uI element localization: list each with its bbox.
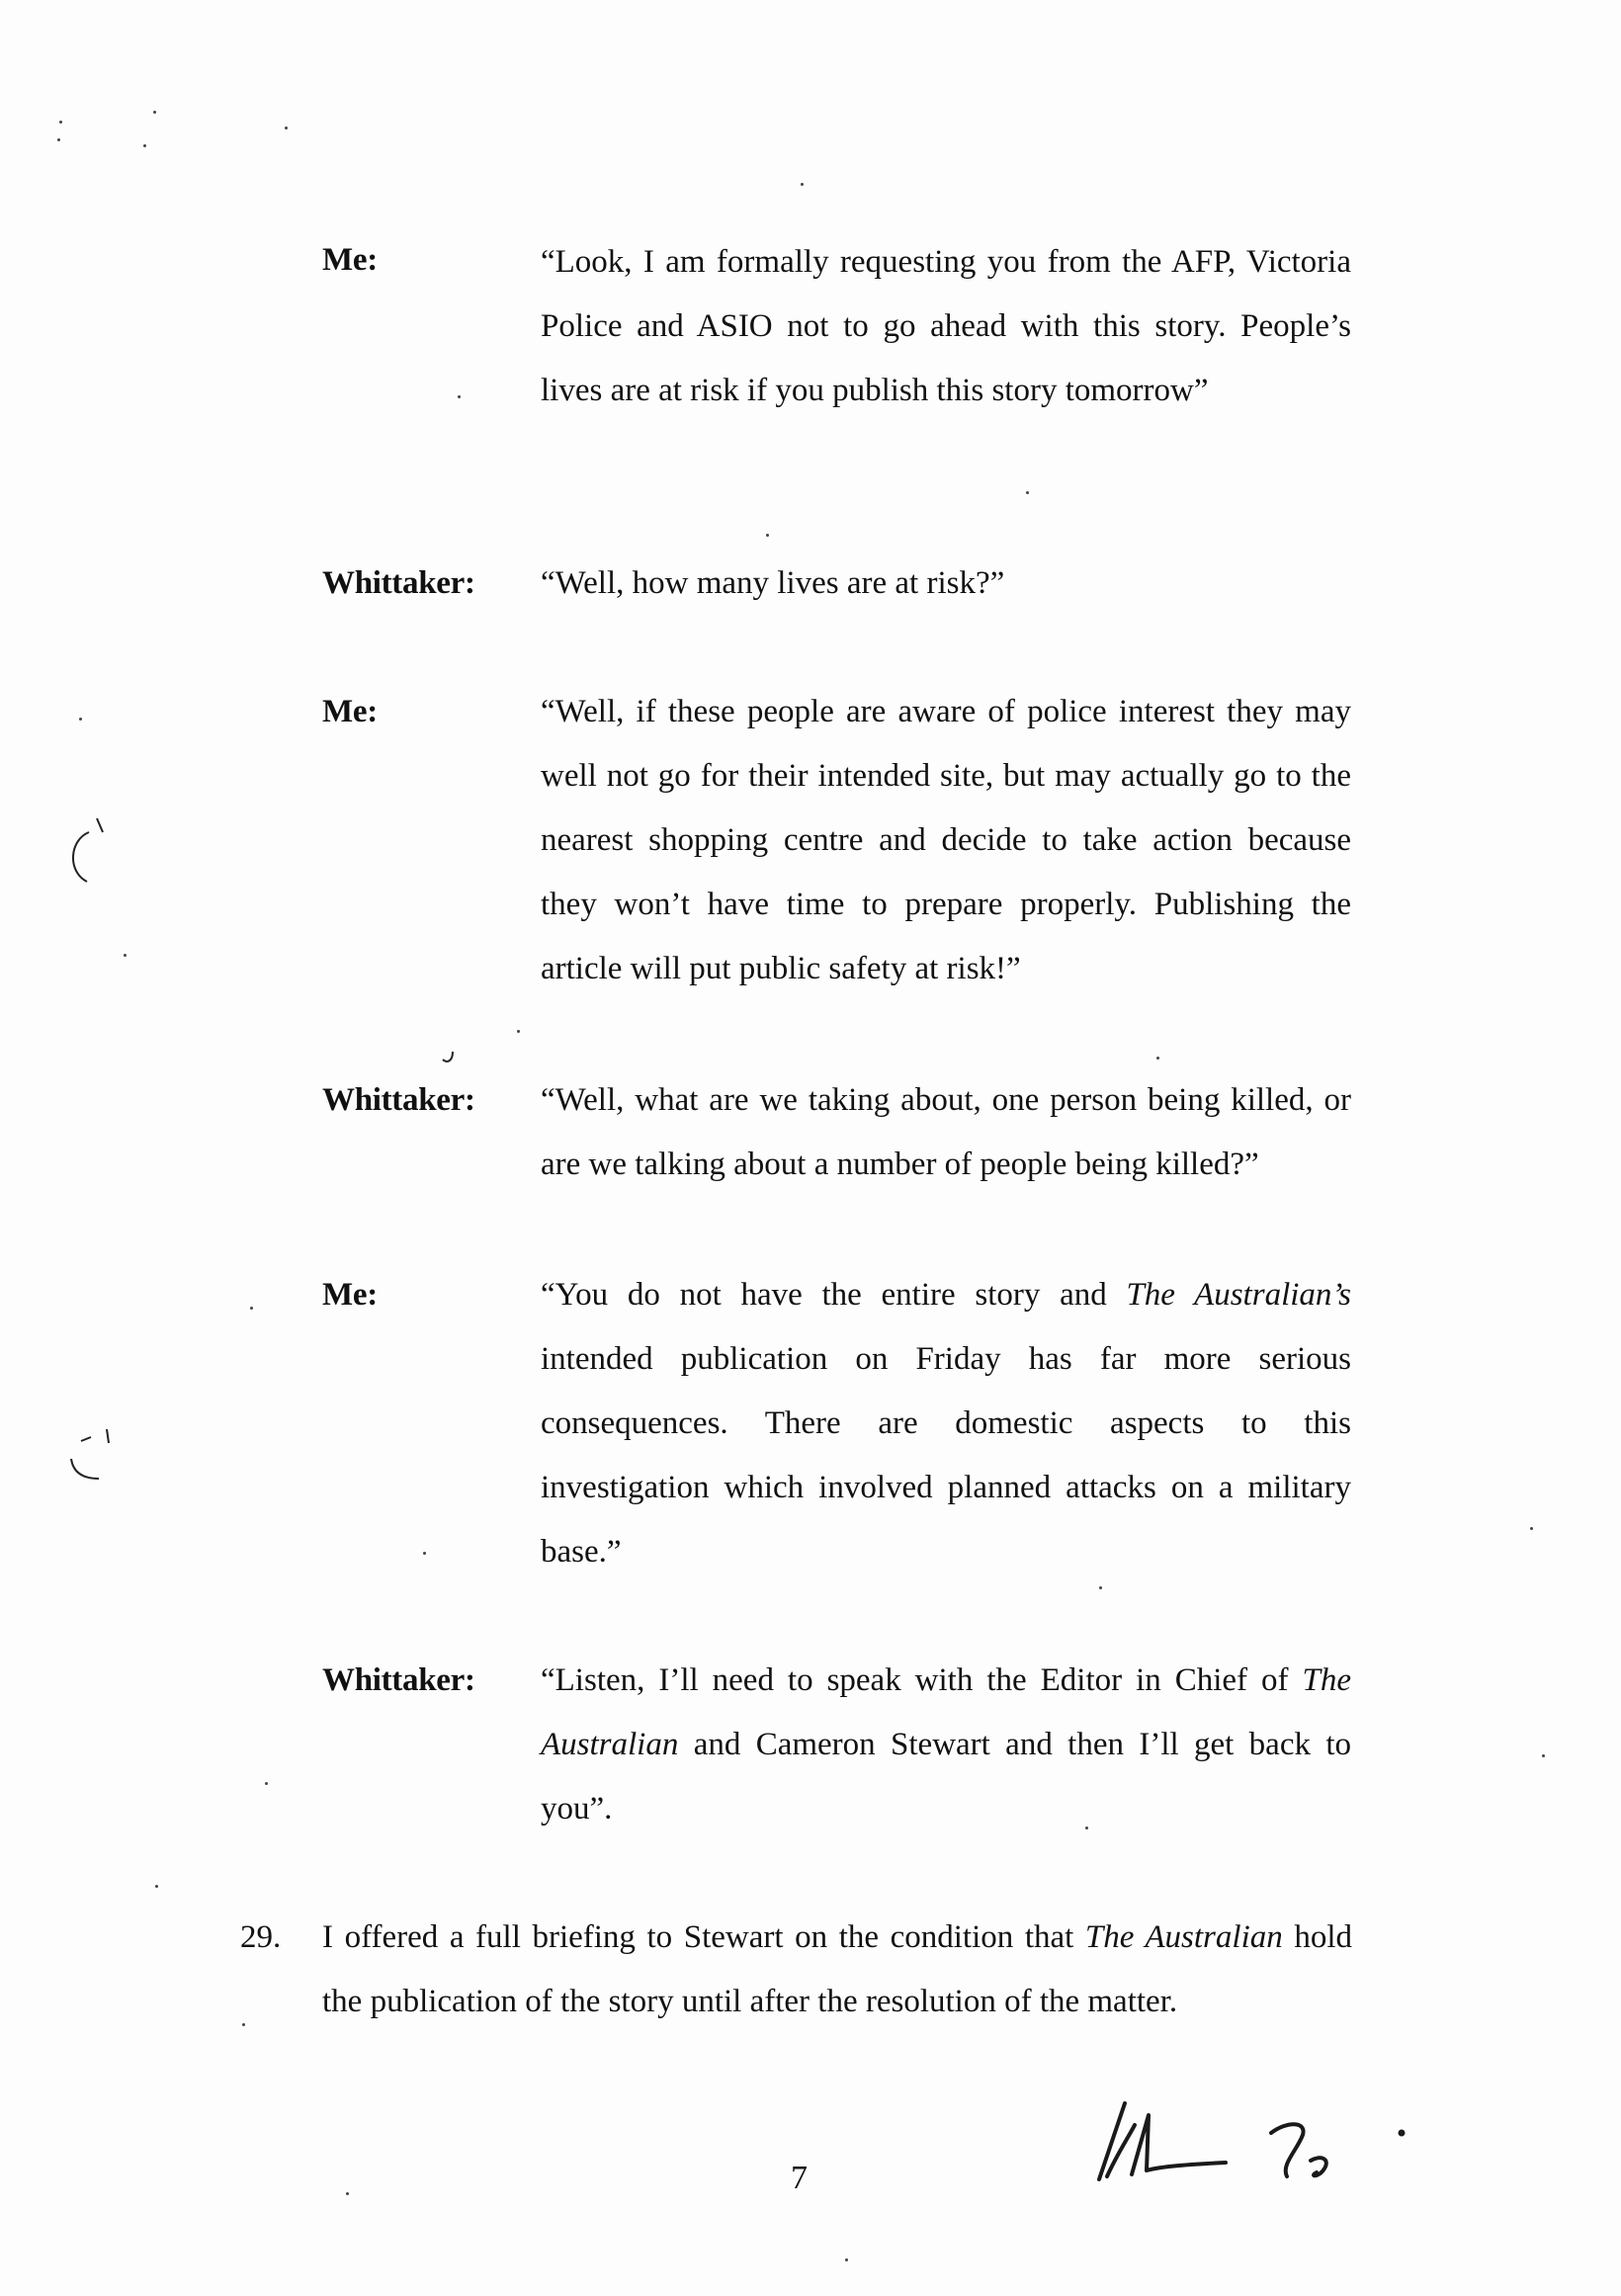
speech-text — [541, 552, 1351, 616]
scan-speck — [124, 954, 127, 957]
speech-fragment: and Cameron Stewart and then I’ll get back to you”. — [541, 1727, 1351, 1827]
speech-paragraph: “Well, how many lives are at risk?” — [541, 565, 1005, 601]
speech-paragraph — [541, 1649, 1351, 1841]
speech-paragraph: “Look, I am formally requesting you from the AFP, Victoria Police and ASIO not to go ahead with this story. People’s lives are at risk if you publish this story tomorrow” — [541, 244, 1351, 408]
margin-mark-icon — [59, 1423, 119, 1492]
speech-fragment: intended publication on Friday has far more serious consequences. There are domestic aspects to this investigation which involved planned attacks on a military base.” — [541, 1341, 1351, 1570]
scan-speck — [265, 1782, 268, 1785]
paragraph-number: 29. — [240, 1919, 282, 1955]
scan-speck — [1530, 1527, 1533, 1530]
speech-text — [541, 1068, 1351, 1197]
speech-paragraph: “Well, if these people are aware of police interest they may well not go for their intended site, but may actually go to the nearest shopping centre and decide to take action because they won’t have time to prepare properly. Publishing the article will put public safety at risk!” — [541, 694, 1351, 986]
speech-text — [541, 230, 1351, 423]
page-number: 7 — [791, 2160, 808, 2196]
scan-speck — [57, 138, 60, 141]
scan-speck — [517, 1030, 520, 1033]
scan-speck — [766, 534, 769, 537]
paragraph-fragment: I offered a full briefing to Stewart on the condition that — [322, 1919, 1085, 1955]
scan-speck — [423, 1552, 426, 1555]
scan-speck — [801, 183, 804, 186]
scan-speck — [143, 144, 146, 147]
speech-fragment: “You do not have the entire story and — [541, 1277, 1127, 1313]
speaker-label: Me: — [322, 242, 378, 278]
speaker-label: Whittaker: — [322, 1662, 475, 1698]
publication-title: The Australian’s — [1126, 1277, 1351, 1313]
scan-speck — [59, 121, 62, 124]
speaker-label: Me: — [322, 694, 378, 729]
handwritten-initials-signature-icon — [1077, 2085, 1433, 2194]
scan-speck — [1156, 1057, 1159, 1060]
scan-speck — [1026, 491, 1029, 494]
publication-title: The Australian — [541, 1662, 1351, 1762]
scan-speck — [1099, 1586, 1102, 1589]
scan-speck — [285, 127, 288, 129]
margin-mark-icon — [59, 810, 109, 890]
speech-text — [541, 680, 1351, 1001]
paragraph-body — [322, 1906, 1352, 2034]
speech-paragraph: “Well, what are we taking about, one person being killed, or are we talking about a number of people being killed?” — [541, 1082, 1351, 1182]
scan-speck — [346, 2192, 349, 2195]
speech-fragment: “Listen, I’ll need to speak with the Editor in Chief of — [541, 1662, 1303, 1698]
scan-speck — [242, 2023, 245, 2026]
speaker-label: Whittaker: — [322, 565, 475, 601]
speaker-label: Me: — [322, 1277, 378, 1313]
scan-speck — [845, 2258, 848, 2261]
scan-speck — [250, 1307, 253, 1310]
scan-speck — [1542, 1754, 1545, 1757]
scan-speck — [153, 111, 156, 114]
scan-speck — [1085, 1827, 1088, 1829]
speech-text — [541, 1263, 1351, 1584]
scan-speck — [79, 718, 82, 721]
paragraph-fragment: hold the publication of the story until after the resolution of the matter. — [322, 1919, 1352, 2019]
scan-speck — [458, 395, 461, 398]
publication-title: The Australian — [1084, 1919, 1283, 1955]
speech-paragraph — [541, 1263, 1351, 1584]
margin-mark-icon — [439, 1048, 459, 1065]
speech-text — [541, 1649, 1351, 1841]
scan-speck — [155, 1885, 158, 1888]
speaker-label: Whittaker: — [322, 1082, 475, 1118]
